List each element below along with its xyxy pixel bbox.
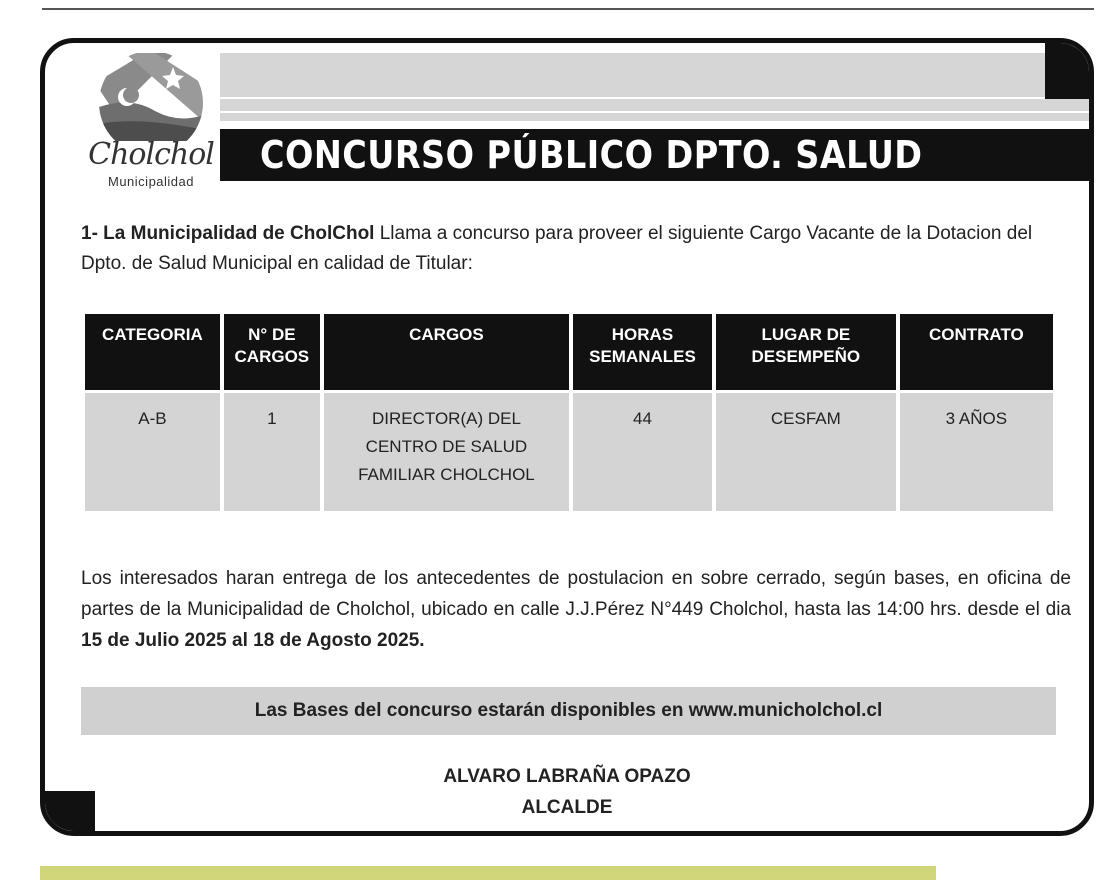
header-cargos: CARGOS: [324, 314, 569, 390]
intro-bold-lead: 1- La Municipalidad de CholChol: [81, 223, 375, 244]
cell-cargo: DIRECTOR(A) DEL CENTRO DE SALUD FAMILIAR CHOLCHOL: [324, 393, 569, 511]
page-title: CONCURSO PÚBLICO DPTO. SALUD: [260, 133, 923, 177]
table-row: [85, 393, 1053, 511]
logo-script-text: Cholchol: [88, 137, 214, 172]
corner-black-block: [1045, 43, 1094, 103]
cell-n-cargos: 1: [224, 393, 320, 511]
header-n-cargos: N° DE CARGOS: [224, 314, 320, 390]
intro-paragraph: [81, 219, 1071, 279]
logo-emblem-icon: [85, 53, 217, 141]
details-paragraph: [81, 563, 1071, 656]
top-divider: [42, 8, 1094, 10]
header-categoria: CATEGORIA: [85, 314, 220, 390]
table-header-row: [85, 314, 1053, 390]
header-gray-bar: [220, 53, 1050, 97]
signer-name: ALVARO LABRAÑA OPAZO: [443, 766, 691, 787]
bottom-left-block: [45, 791, 95, 836]
municipality-logo: [85, 53, 217, 193]
cell-horas: 44: [573, 393, 712, 511]
header-contrato: CONTRATO: [900, 314, 1053, 390]
title-band: [220, 129, 1094, 181]
header-gray-stripe-2: [220, 113, 1094, 121]
signer-title: ALCALDE: [521, 797, 613, 818]
header-lugar: LUGAR DE DESEMPEÑO: [716, 314, 896, 390]
cell-lugar: CESFAM: [716, 393, 896, 511]
details-text: Los interesados haran entrega de los antecedentes de postulacion en sobre cerrado, según bases, en oficina de partes de la Municipalidad de Cholchol, ubicado en calle J.J.Pérez N°449 Cholchol, hasta las 14:00 hrs. desde el dia: [81, 568, 1071, 620]
notice-frame: [40, 38, 1094, 836]
bases-text: Las Bases del concurso estarán disponibles en www.municholchol.cl: [254, 700, 883, 721]
intro-text: Llama a concurso para proveer el siguiente Cargo Vacante de la Dotacion del Dpto. de Salud Municipal en calidad de Titular:: [81, 223, 1033, 274]
details-dates: 15 de Julio 2025 al 18 de Agosto 2025.: [81, 630, 425, 651]
bottom-color-strip: [40, 866, 936, 880]
bases-banner: [81, 687, 1056, 735]
header-gray-stripe: [220, 99, 1094, 111]
header-horas: HORAS SEMANALES: [573, 314, 712, 390]
positions-table: [81, 311, 1057, 514]
cell-contrato: 3 AÑOS: [900, 393, 1053, 511]
signature-block: [45, 761, 1089, 823]
logo-subtitle: Municipalidad: [108, 174, 194, 189]
cell-categoria: A-B: [85, 393, 220, 511]
